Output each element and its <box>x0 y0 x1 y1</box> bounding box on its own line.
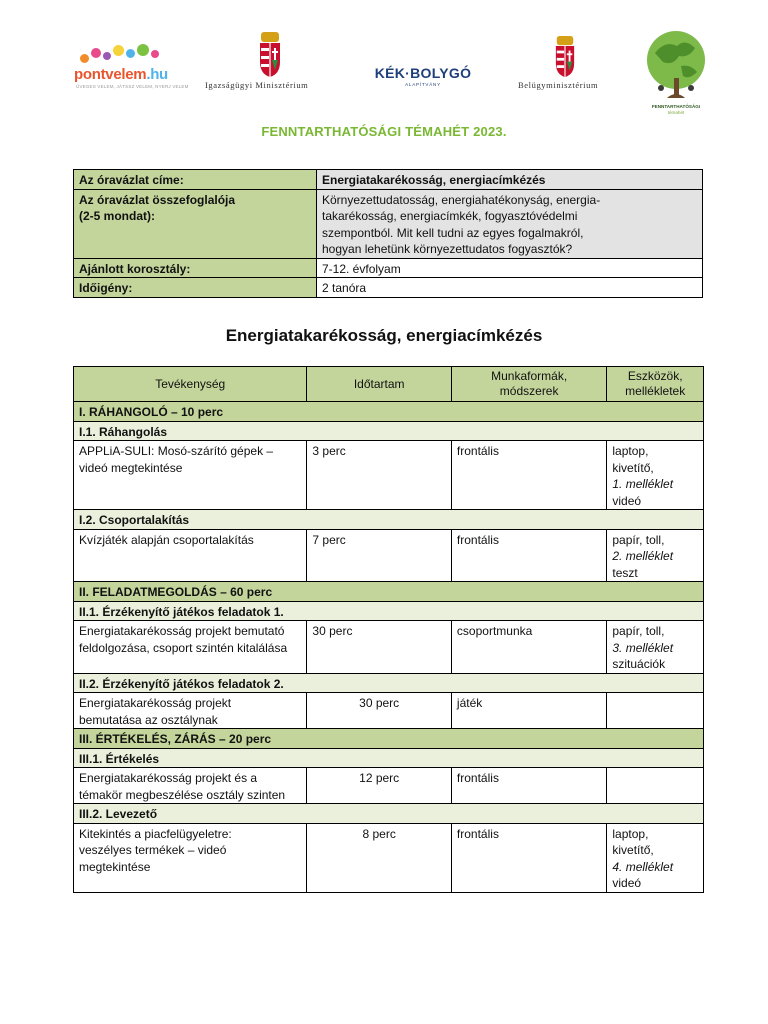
table-row <box>74 693 704 729</box>
table-row <box>74 621 704 674</box>
summary-value: Energiatakarékosság, energiacímkézés <box>317 170 703 190</box>
kek-bolygo-sub: ALAPÍTVÁNY <box>405 82 441 87</box>
tools-cell <box>607 441 704 510</box>
igazsagugyi-name: Igazságügyi Minisztérium <box>205 80 309 90</box>
tree-globe-icon <box>645 28 707 102</box>
table-row <box>74 441 704 510</box>
tools-text: laptop, kivetítő, <box>612 826 654 857</box>
summary-row <box>74 189 703 258</box>
tools-cell <box>607 768 704 804</box>
attachment-ref: 3. melléklet <box>612 640 674 655</box>
section-row <box>74 402 704 422</box>
column-header: Eszközök, mellékletek <box>607 367 704 402</box>
table-row <box>74 768 704 804</box>
page-title: FENNTARTHATÓSÁGI TÉMAHÉT 2023. <box>261 124 507 139</box>
tools-type: videó <box>612 876 642 890</box>
subsection-heading: I.1. Ráhangolás <box>74 421 704 441</box>
summary-label: Az óravázlat címe: <box>74 170 317 190</box>
tools-cell <box>607 529 704 582</box>
column-header: Munkaformák, módszerek <box>451 367 606 402</box>
duration-cell: 8 perc <box>307 823 452 892</box>
method-cell: frontális <box>451 768 606 804</box>
summary-label: Az óravázlat összefoglalója (2-5 mondat): <box>74 189 317 258</box>
attachment-ref: 4. melléklet <box>612 859 674 874</box>
summary-table <box>73 169 703 298</box>
subsection-row <box>74 804 704 824</box>
duration-cell: 30 perc <box>307 621 452 674</box>
subsection-row <box>74 510 704 530</box>
summary-label: Ajánlott korosztály: <box>74 258 317 278</box>
tools-type: teszt <box>612 565 638 580</box>
section-heading: I. RÁHANGOLÓ – 10 perc <box>74 402 704 422</box>
tools-type: szituációk <box>612 657 666 671</box>
duration-cell: 12 perc <box>307 768 452 804</box>
hungarian-crest-icon <box>553 36 577 78</box>
subsection-row <box>74 421 704 441</box>
table-header-row <box>74 367 704 402</box>
subsection-heading: I.2. Csoportalakítás <box>74 510 704 530</box>
attachment-ref: 1. melléklet <box>612 477 674 491</box>
pontvelem-logo <box>74 44 189 94</box>
section-row <box>74 582 704 602</box>
summary-row <box>74 278 703 298</box>
kek-bolygo-logo <box>368 65 478 93</box>
subsection-heading: III.2. Levezető <box>74 804 704 824</box>
fenntarthatosagi-caption <box>645 104 707 116</box>
pontvelem-tagline: ÜVEGES VELEM, JÁTSSZ VELEM, NYERJ VELEM <box>76 84 189 89</box>
summary-value: 7-12. évfolyam <box>317 258 703 278</box>
method-cell: csoportmunka <box>451 621 606 674</box>
activity-cell: APPLiA-SULI: Mosó-szárító gépek – videó megtekintése <box>74 441 307 510</box>
belugyi-name: Belügyminisztérium <box>518 80 599 90</box>
pontvelem-brand: pontvelem <box>74 66 147 83</box>
activity-cell: Energiatakarékosság projekt bemutatása az osztálynak <box>74 693 307 729</box>
subsection-heading: III.1. Értékelés <box>74 748 704 768</box>
subsection-row <box>74 673 704 693</box>
belugyi-logo <box>515 32 615 92</box>
duration-cell: 3 perc <box>307 441 452 510</box>
method-cell: frontális <box>451 529 606 582</box>
tools-text: laptop, kivetítő, <box>612 444 654 475</box>
subsection-row <box>74 748 704 768</box>
subsection-heading: II.1. Érzékenyítő játékos feladatok 1. <box>74 601 704 621</box>
summary-row <box>74 258 703 278</box>
activity-cell: Kvízjáték alapján csoportalakítás <box>74 529 307 582</box>
tools-text: papír, toll, <box>612 624 665 638</box>
method-cell: frontális <box>451 441 606 510</box>
summary-row <box>74 170 703 190</box>
method-cell: játék <box>451 693 606 729</box>
method-cell: frontális <box>451 823 606 892</box>
section-row <box>74 729 704 749</box>
tools-type: videó <box>612 493 642 508</box>
duration-cell: 30 perc <box>307 693 452 729</box>
table-row <box>74 823 704 892</box>
summary-label: Időigény: <box>74 278 317 298</box>
logo-bar <box>0 0 768 125</box>
activity-cell: Energiatakarékosság projekt és a témakör megbeszélése osztály szinten <box>74 768 307 804</box>
fenntarthatosagi-logo <box>645 28 707 118</box>
tools-cell <box>607 693 704 729</box>
lesson-title: Energiatakarékosság, energiacímkézés <box>225 326 543 345</box>
duration-cell: 7 perc <box>307 529 452 582</box>
pontvelem-suffix: .hu <box>146 66 168 83</box>
summary-value: 2 tanóra <box>317 278 703 298</box>
section-heading: III. ÉRTÉKELÉS, ZÁRÁS – 20 perc <box>74 729 704 749</box>
kek-bolygo-name: KÉK·BOLYGÓ <box>374 65 472 81</box>
igazsagugyi-logo <box>205 32 335 92</box>
table-row <box>74 529 704 582</box>
activity-cell: Energiatakarékosság projekt bemutató feldolgozása, csoport szintén kitalálása <box>74 621 307 674</box>
subsection-heading: II.2. Érzékenyítő játékos feladatok 2. <box>74 673 704 693</box>
lesson-plan-table <box>73 366 704 893</box>
subsection-row <box>74 601 704 621</box>
tools-cell <box>607 621 704 674</box>
fth-line1: FENNTARTHATÓSÁGI <box>651 104 701 109</box>
column-header: Tevékenység <box>74 367 307 402</box>
tools-cell <box>607 823 704 892</box>
fth-line2: témahét <box>667 110 685 115</box>
section-heading: II. FELADATMEGOLDÁS – 60 perc <box>74 582 704 602</box>
hungarian-crest-icon <box>257 32 283 78</box>
tools-text: papír, toll, <box>612 532 665 547</box>
attachment-ref: 2. melléklet <box>612 549 674 563</box>
activity-cell: Kitekintés a piacfelügyeletre: veszélyes termékek – videó megtekintése <box>74 823 307 892</box>
summary-value: Környezettudatosság, energiahatékonyság, energia- takarékosság, energiacímkék, fogyasztóvédelmi szempontból. Mit kell tudni az egyes fogalmakról, hogyan lehetünk környezettudatos fogyasztók? <box>317 189 703 258</box>
column-header: Időtartam <box>307 367 452 402</box>
